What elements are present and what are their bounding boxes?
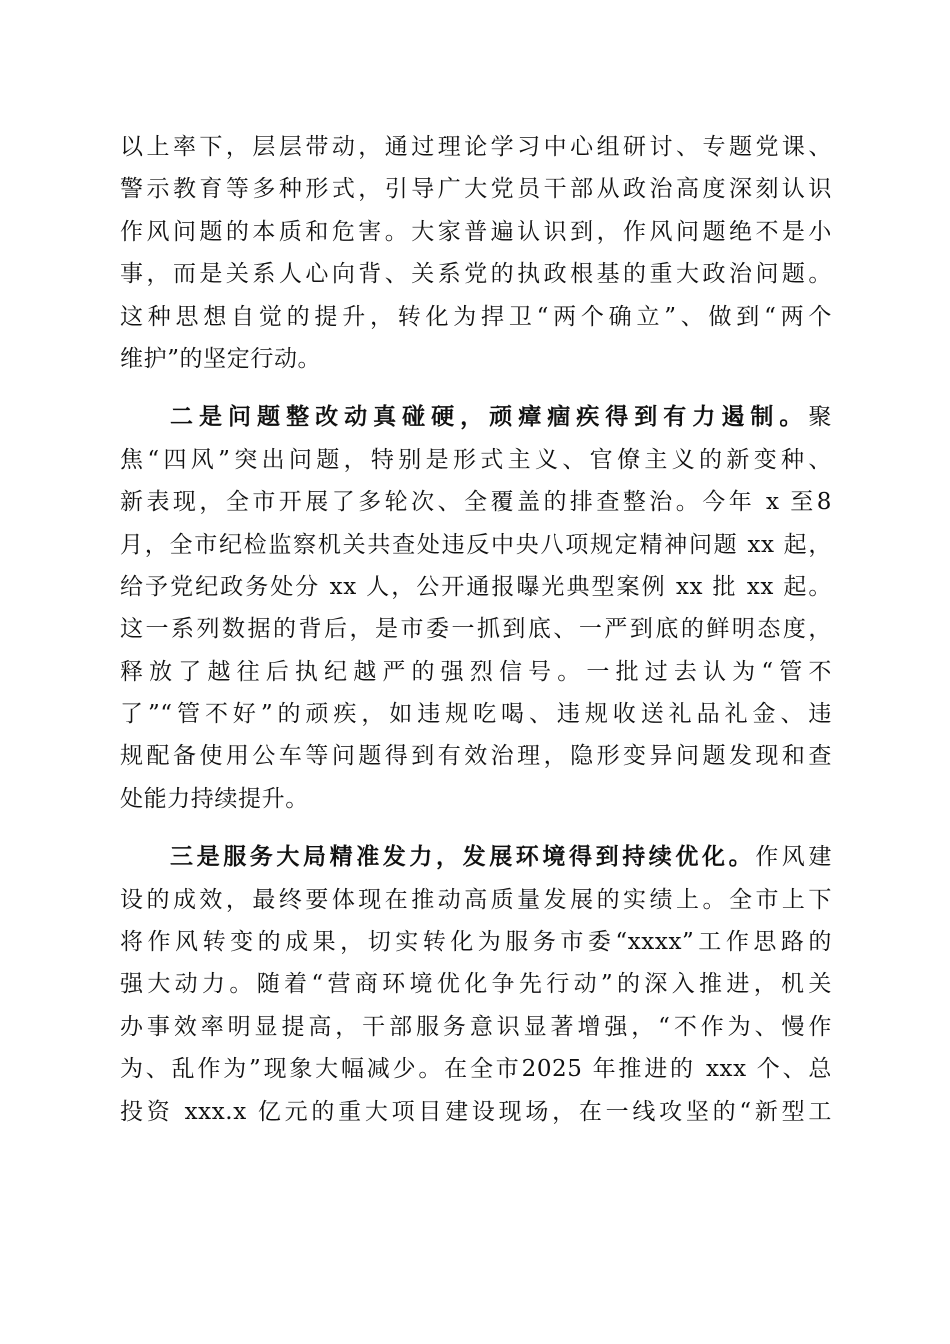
text-line: 了”“管不好”的顽疾，如违规吃喝、违规收送礼品礼金、违 bbox=[120, 701, 832, 728]
text-line: 投资 xxx.x 亿元的重大项目建设现场，在一线攻坚的“新型工 bbox=[120, 1098, 832, 1125]
text-line: 这种思想自觉的提升，转化为捍卫“两个确立”、做到“两个 bbox=[120, 303, 832, 330]
text-line: 焦“四风”突出问题，特别是形式主义、官僚主义的新变种、 bbox=[120, 446, 832, 473]
text-line: 月，全市纪检监察机关共查处违反中央八项规定精神问题 xx 起， bbox=[120, 531, 832, 558]
paragraph-3 bbox=[120, 836, 832, 1133]
text-line: 办事效率明显提高，干部服务意识显著增强，“不作为、慢作 bbox=[120, 1013, 832, 1040]
text-line: 为、乱作为”现象大幅减少。在全市2025 年推进的 xxx 个、总 bbox=[120, 1056, 832, 1083]
text-line: 新表现，全市开展了多轮次、全覆盖的排查整治。今年 x 至8 bbox=[120, 489, 832, 516]
paragraph-first-line bbox=[120, 836, 832, 878]
text-line: 维护”的坚定行动。 bbox=[120, 345, 322, 372]
text-line: 规配备使用公车等问题得到有效治理，隐形变异问题发现和查 bbox=[120, 743, 832, 770]
text-line: 设的成效，最终要体现在推动高质量发展的实绩上。全市上下 bbox=[120, 886, 832, 913]
paragraph-heading: 三是服务大局精准发力，发展环境得到持续优化。 bbox=[170, 843, 756, 871]
text-line: 处能力持续提升。 bbox=[120, 785, 309, 812]
text-line: 释放了越往后执纪越严的强烈信号。一批过去认为“管不 bbox=[120, 658, 832, 685]
paragraph-1 bbox=[120, 126, 832, 380]
paragraph-heading: 二是问题整改动真碰硬，顽瘴痼疾得到有力遏制。 bbox=[170, 403, 809, 431]
text-line: 作风问题的本质和危害。大家普遍认识到，作风问题绝不是小 bbox=[120, 218, 832, 245]
text-line: 给予党纪政务处分 xx 人，公开通报曝光典型案例 xx 批 xx 起。 bbox=[120, 573, 832, 600]
text-line: 强大动力。随着“营商环境优化争先行动”的深入推进，机关 bbox=[120, 971, 832, 998]
heading-continuation: 聚 bbox=[808, 404, 832, 431]
paragraph-2 bbox=[120, 396, 832, 820]
text-line: 将作风转变的成果，切实转化为服务市委“xxxx”工作思路的 bbox=[120, 929, 832, 956]
paragraph-first-line bbox=[120, 396, 832, 438]
text-line: 事，而是关系人心向背、关系党的执政根基的重大政治问题。 bbox=[120, 261, 832, 288]
text-line: 以上率下，层层带动，通过理论学习中心组研讨、专题党课、 bbox=[120, 134, 832, 160]
heading-continuation: 作风建 bbox=[755, 844, 832, 871]
text-line: 警示教育等多种形式，引导广大党员干部从政治高度深刻认识 bbox=[120, 176, 832, 203]
document-body bbox=[120, 126, 832, 1149]
text-line: 这一系列数据的背后，是市委一抓到底、一严到底的鲜明态度， bbox=[120, 616, 832, 643]
